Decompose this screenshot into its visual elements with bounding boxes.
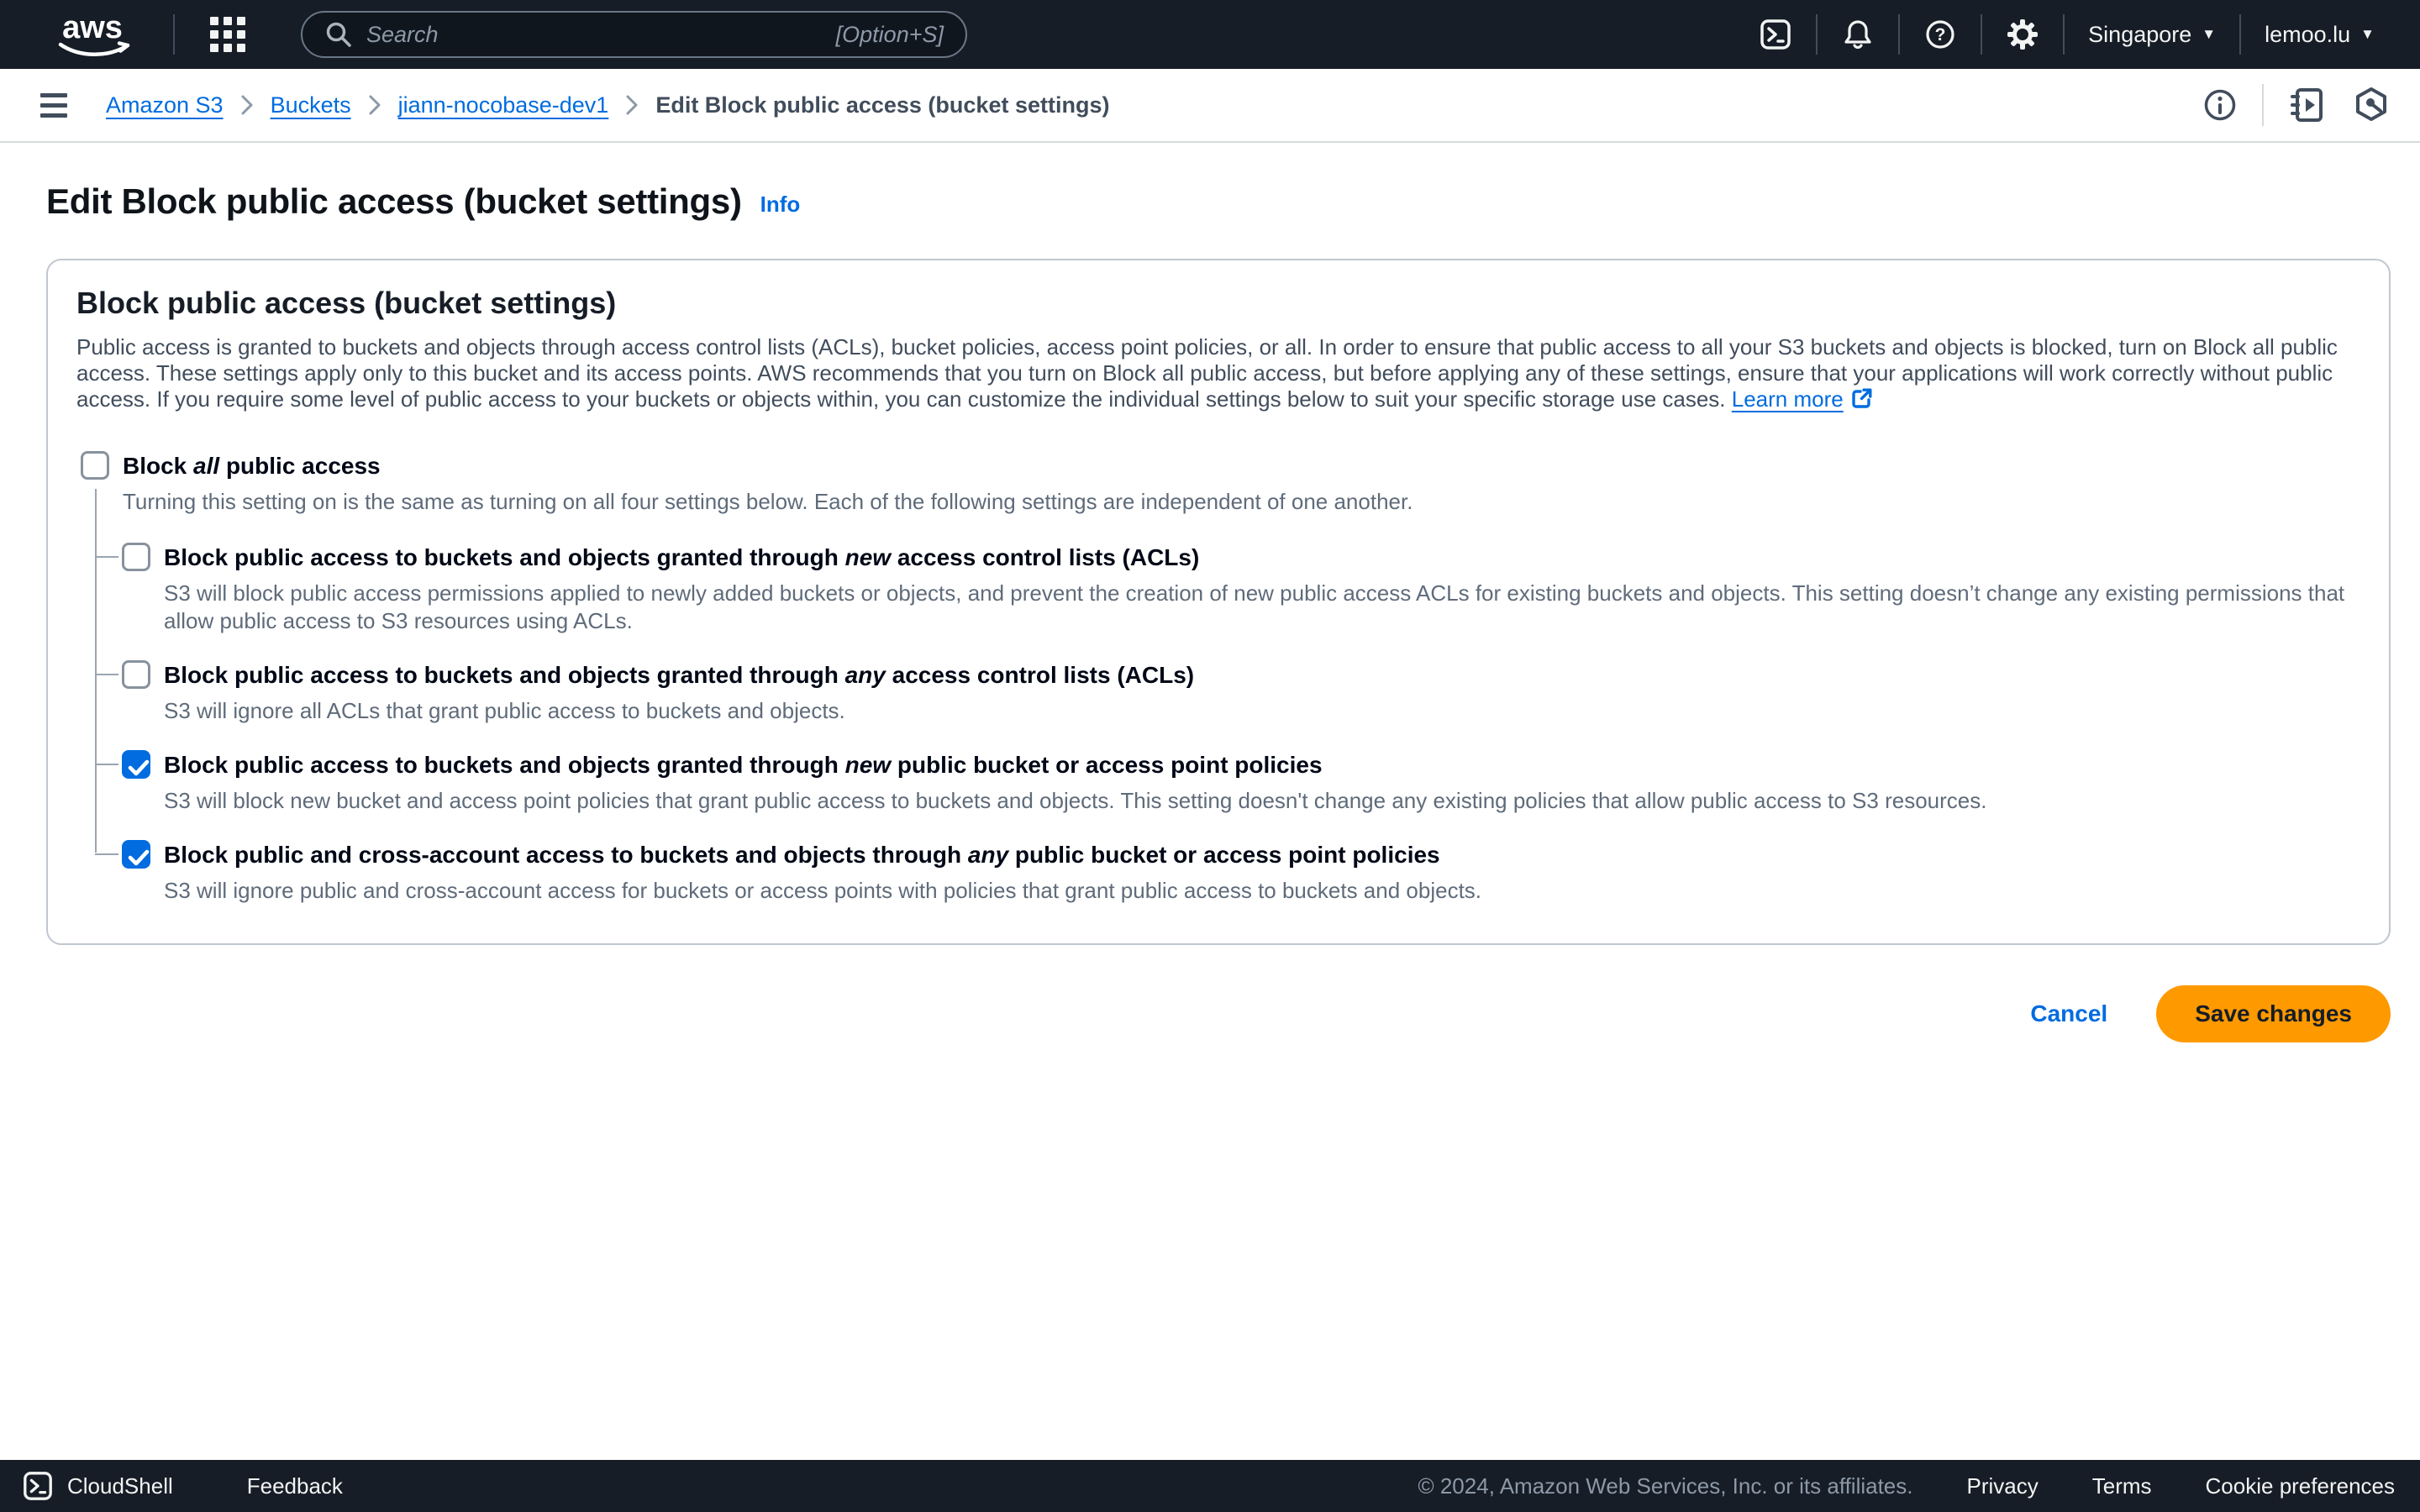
breadcrumb-link-buckets[interactable]: Buckets (270, 92, 351, 118)
save-changes-button[interactable]: Save changes (2156, 985, 2391, 1042)
account-label: lemoo.lu (2265, 21, 2351, 47)
checkbox-any-acls[interactable] (122, 660, 150, 689)
page-title: Edit Block public access (bucket settings) (46, 181, 742, 221)
setting-description: S3 will block new bucket and access point policies that grant public access to buckets and objects. This setting doesn't change any existing policies that allow public access to S3 resources. (164, 788, 1987, 813)
setting-row-any-acls (122, 660, 2360, 725)
breadcrumb-bar (0, 69, 2420, 143)
cloudshell-terminal-icon (22, 1470, 54, 1502)
breadcrumb-right-tools (2202, 84, 2391, 126)
main-content (0, 181, 2420, 1042)
setting-row-new-policies (122, 750, 2360, 815)
services-grid-icon[interactable] (210, 17, 245, 52)
help-icon[interactable] (1900, 18, 1981, 51)
hexagon-resource-icon[interactable] (2351, 85, 2391, 125)
card-description: Public access is granted to buckets and objects through access control lists (ACLs), bucket policies, access point policies, or all. In order to ensure that public access to all your S3 buckets and objects is blocked, turn on Block all public access. These settings apply only to this bucket and its access points. AWS recommends that you turn on Block all public access, but before applying any of these settings, ensure that your applications will work correctly without public access. If you require some level of public access to your buckets or objects within, you can customize the individual settings below to suit your specific storage use cases. Learn more (76, 334, 2338, 412)
setting-description: S3 will block public access permissions applied to newly added buckets or objects, and prevent the creation of new public access ACLs for existing buckets and objects. This setting doesn’t change any existing permissions that allow public access to S3 resources using ACLs. (164, 580, 2345, 633)
setting-label[interactable]: Block public and cross-account access to buckets and objects through any public bucket or access point policies (164, 842, 1440, 868)
region-label: Singapore (2088, 21, 2192, 47)
copyright-text: © 2024, Amazon Web Services, Inc. or its affiliates. (1418, 1473, 1913, 1499)
info-icon[interactable] (2202, 87, 2238, 123)
chevron-right-icon (240, 94, 254, 116)
setting-description: S3 will ignore all ACLs that grant public access to buckets and objects. (164, 698, 845, 723)
info-link[interactable]: Info (760, 192, 801, 217)
breadcrumb (106, 92, 1109, 118)
checkbox-block-all[interactable] (81, 451, 109, 480)
hamburger-menu-icon[interactable] (40, 93, 67, 118)
global-search[interactable] (301, 11, 967, 58)
checkbox-new-policies[interactable] (122, 750, 150, 779)
cloudshell-label: CloudShell (67, 1473, 173, 1499)
breadcrumb-link-amazon-s3[interactable]: Amazon S3 (106, 92, 224, 118)
cloudshell-terminal-icon[interactable] (1735, 18, 1816, 51)
setting-row-any-policies (122, 840, 2360, 905)
checkbox-new-acls[interactable] (122, 543, 150, 571)
account-menu[interactable] (2241, 22, 2398, 48)
setting-label[interactable]: Block all public access (123, 453, 381, 479)
search-shortcut-hint: [Option+S] (835, 21, 944, 47)
setting-row-block-all (81, 451, 2360, 516)
top-navigation-bar (0, 0, 2420, 69)
setting-description: S3 will ignore public and cross-account access for buckets or access points with policies that grant public access to buckets and objects. (164, 878, 1482, 903)
checkbox-any-policies[interactable] (122, 840, 150, 869)
chevron-right-icon (368, 94, 381, 116)
notifications-bell-icon[interactable] (1818, 18, 1898, 51)
console-footer (0, 1460, 2420, 1512)
learn-more-link[interactable]: Learn more (1731, 386, 1844, 412)
aws-logo-icon[interactable] (49, 9, 136, 60)
setting-label[interactable]: Block public access to buckets and objects granted through any access control lists (ACLs) (164, 662, 1195, 688)
block-public-access-settings (76, 451, 2360, 905)
sub-settings (122, 543, 2360, 905)
topbar-divider (173, 14, 175, 55)
feedback-button[interactable]: Feedback (246, 1473, 343, 1499)
block-public-access-card (46, 259, 2391, 945)
card-title: Block public access (bucket settings) (76, 286, 617, 320)
setting-row-new-acls (122, 543, 2360, 635)
chevron-down-icon: ▼ (2360, 26, 2375, 42)
footer-legal (1418, 1473, 2395, 1499)
svg-text:?: ? (1934, 25, 1946, 45)
external-link-icon (1850, 387, 1873, 410)
cloudshell-footer-button[interactable] (22, 1470, 173, 1502)
breadcrumb-current-page: Edit Block public access (bucket settings) (655, 92, 1110, 118)
privacy-link[interactable]: Privacy (1966, 1473, 2039, 1499)
setting-label[interactable]: Block public access to buckets and objects granted through new public bucket or access point policies (164, 752, 1323, 778)
breadcrumb-link-bucket-name[interactable]: jiann-nocobase-dev1 (397, 92, 609, 118)
svg-text:aws: aws (62, 10, 123, 45)
cookie-preferences-link[interactable]: Cookie preferences (2205, 1473, 2395, 1499)
cancel-button[interactable]: Cancel (2030, 1000, 2108, 1026)
notebook-play-icon[interactable] (2287, 85, 2328, 125)
search-input[interactable] (366, 22, 823, 48)
region-selector[interactable] (2065, 22, 2239, 48)
settings-gear-icon[interactable] (1982, 18, 2063, 51)
chevron-down-icon: ▼ (2202, 26, 2217, 42)
terms-link[interactable]: Terms (2091, 1473, 2152, 1499)
search-icon (324, 20, 353, 49)
setting-label[interactable]: Block public access to buckets and objects granted through new access control lists (ACLs) (164, 544, 1200, 570)
setting-description: Turning this setting on is the same as turning on all four settings below. Each of the following settings are independent of one another. (123, 489, 1413, 514)
topbar-right-controls (1735, 14, 2398, 55)
chevron-right-icon (625, 94, 639, 116)
form-actions (46, 985, 2391, 1042)
